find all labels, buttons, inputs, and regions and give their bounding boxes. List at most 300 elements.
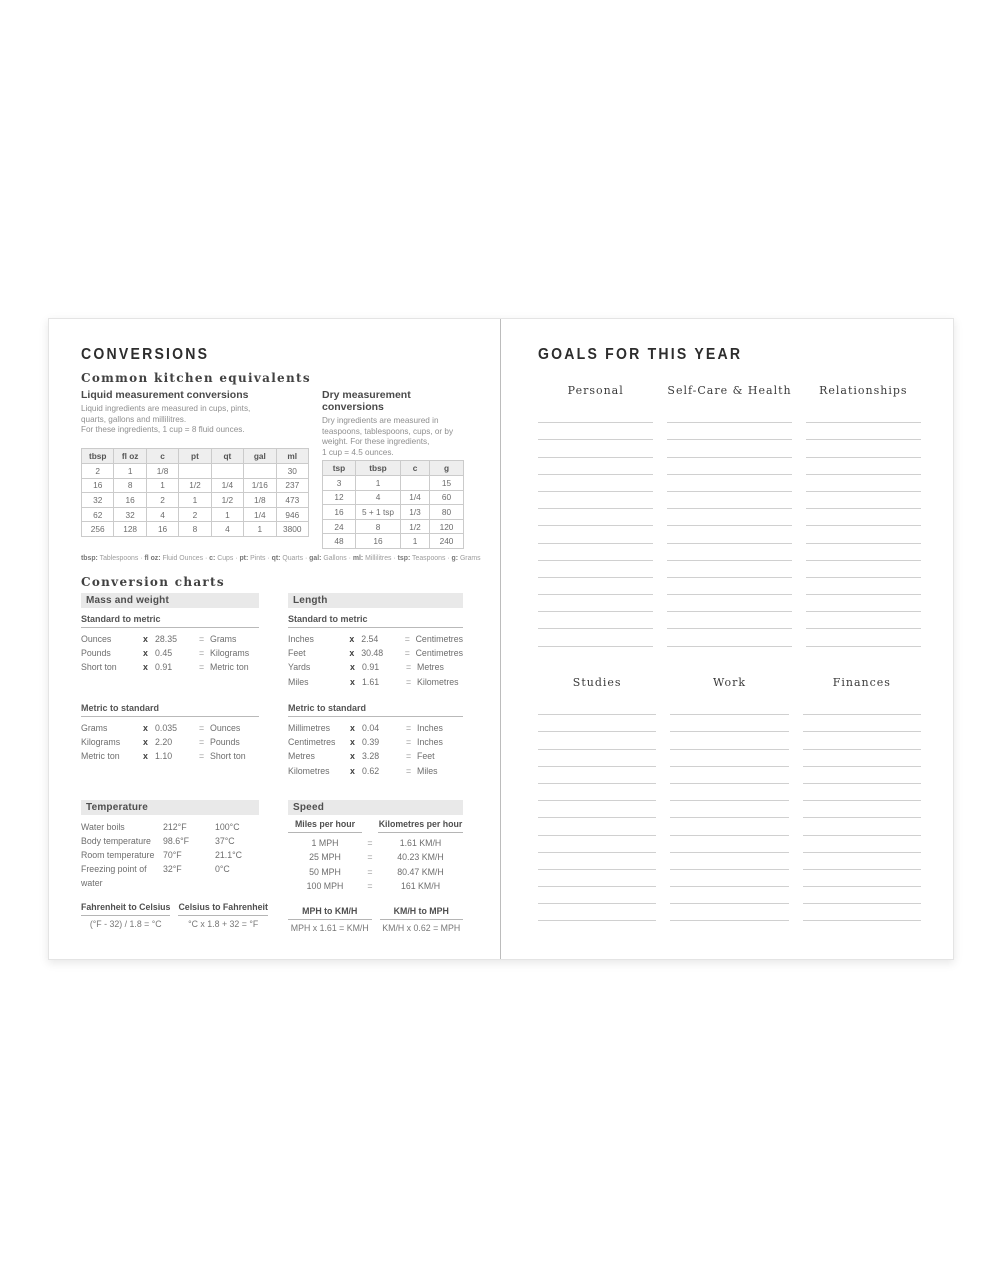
group-label: Standard to metric [288,608,463,628]
table-cell: 15 [430,476,464,491]
dry-conversions-block [322,389,463,549]
unit-from: Pounds [81,648,111,659]
ruled-line [803,698,921,715]
goal-column-header: Finances [832,676,891,689]
conversion-row [81,660,259,674]
conversion-row [81,735,259,749]
table-row [323,534,464,549]
kmh-value: 161 KM/H [400,881,441,892]
unit-to: Feet [417,751,435,762]
table-header-row [323,461,464,476]
ruled-line [538,458,653,475]
ruled-line [667,526,791,543]
table-cell: 8 [114,478,146,493]
conversion-row [81,632,259,646]
group-label: Metric to standard [288,697,463,717]
table-cell: 256 [82,522,114,537]
equals-sign: = [367,838,373,848]
length-metric-to-standard-group [288,697,463,778]
ruled-line [806,612,921,629]
table-header-cell: g [430,461,464,476]
ruled-line [670,801,788,818]
ruled-line [538,715,656,732]
goals-group-top [538,384,921,647]
factor-value: 30.48 [361,648,384,659]
table-cell: 1/4 [244,507,276,522]
goal-column [670,676,788,921]
factor-value: 1.10 [155,751,173,762]
goals-page [501,319,953,959]
table-cell: 946 [276,507,308,522]
table-cell: 5 + 1 tsp [356,505,401,520]
ruled-line [538,492,653,509]
ruled-line [667,423,791,440]
multiply-sign: x [143,751,148,762]
speed-formulas [288,906,463,933]
table-cell: 473 [276,493,308,508]
ruled-line [670,887,788,904]
table-cell: 240 [430,534,464,549]
group-label: Standard to metric [81,608,259,628]
table-row [323,476,464,491]
table-header-cell: qt [211,449,243,464]
unit-from: Centimetres [288,737,336,748]
group-label: Metric to standard [81,697,259,717]
table-cell: 1/4 [211,478,243,493]
conversion-rows [81,721,259,778]
factor-value: 1.61 [362,676,380,687]
ruled-line [538,561,653,578]
ruled-line [806,561,921,578]
footnote-abbr: ml: [352,554,364,562]
unit-to: Inches [417,723,443,733]
footnote-abbr: gal: [309,554,322,562]
ruled-line [667,561,791,578]
unit-to: Grams [210,634,237,644]
unit-to: Miles [417,765,438,776]
mass-weight-section [81,593,259,778]
goal-column-header: Relationships [819,384,908,397]
footnote-item: ml: Millilitres [352,554,392,562]
goal-column-header: Work [712,676,747,689]
factor-value: 3.28 [362,751,380,762]
ruled-line [538,767,656,784]
multiply-sign: x [350,751,355,762]
goal-column-header: Self-Care & Health [667,384,792,397]
mph-to-kmh [288,906,372,933]
goal-column-header: Studies [572,676,622,689]
charts-heading: Conversion charts [81,575,225,589]
equals-sign: = [199,662,205,673]
length-standard-to-metric-group [288,608,463,689]
speed-section [288,800,463,933]
formula-value: °C x 1.8 + 32 = °F [188,919,259,930]
ruled-line [803,870,921,887]
ruled-line [538,732,656,749]
ruled-line [667,629,791,646]
ruled-line [538,784,656,801]
table-cell: 1/3 [401,505,430,520]
table-cell: 16 [356,534,401,549]
conversion-row [81,721,259,735]
equals-sign: = [199,723,205,733]
ruled-line [803,853,921,870]
ruled-line [670,818,788,835]
table-cell: 60 [430,490,464,505]
table-cell: 1 [211,507,243,522]
conversion-row [288,675,463,689]
table-row [323,519,464,534]
unit-from: Feet [288,648,306,659]
goal-column [538,676,656,921]
conversion-row [288,721,463,735]
kitchen-heading: Common kitchen equivalents [81,371,311,385]
formula-label: Fahrenheit to Celsius [81,902,170,916]
formula-label: MPH to KM/H [288,906,372,920]
table-cell [401,476,430,491]
kitchen-columns [81,389,463,549]
footnote-abbr: pt: [239,554,249,562]
ruled-line [538,818,656,835]
table-header-cell: gal [244,449,276,464]
unit-from: Millimetres [288,723,331,733]
footnote-item: pt: Pints [239,554,266,562]
kitchen-equivalents-section [81,371,481,562]
multiply-sign: x [350,723,355,733]
equals-sign: = [406,737,412,748]
multiply-sign: x [350,662,355,673]
equals-sign: = [406,662,412,673]
factor-value: 28.35 [155,634,178,644]
multiply-sign: x [350,676,355,687]
kmh-value: 80.47 KM/H [397,866,444,877]
conversion-row [288,660,463,674]
multiply-sign: x [349,648,355,659]
ruled-line [803,732,921,749]
multiply-sign: x [143,662,148,673]
equals-sign: = [404,648,410,659]
equals-sign: = [406,676,412,687]
multiply-sign: x [143,648,148,659]
equals-sign: = [406,723,412,733]
liquid-table-container [81,448,309,537]
table-row [82,493,309,508]
ruled-line [538,853,656,870]
ruled-line [670,836,788,853]
page-title [538,346,770,364]
table-cell: 1 [401,534,430,549]
unit-from: Inches [288,634,314,644]
ruled-line [670,853,788,870]
goal-column [803,676,921,921]
kmh-to-mph [380,906,464,933]
ruled-line [670,715,788,732]
dry-description [322,416,463,458]
description-line: 1 cup = 4.5 ounces. [322,447,394,457]
ruled-line [667,475,791,492]
table-cell: 1/8 [244,493,276,508]
ruled-line [667,492,791,509]
equals-sign: = [199,648,205,659]
ruled-line [803,784,921,801]
page-title [81,346,227,364]
unit-from: Yards [288,662,311,673]
formula-value: KM/H x 0.62 = MPH [382,922,461,933]
unit-from: Kilometres [288,765,330,776]
conversion-row [81,749,259,763]
table-header-row [82,449,309,464]
mass-weight-header: Mass and weight [81,593,259,608]
unit-from: Metric ton [81,751,120,762]
conversion-rows [288,721,463,778]
description-line: weight. For these ingredients, [322,437,430,446]
speed-header: Speed [288,800,463,815]
table-head [82,449,309,464]
ruled-line [806,475,921,492]
unit-from: Kilograms [81,737,121,748]
ruled-line [538,406,653,423]
table-row [82,507,309,522]
table-cell: 16 [114,493,146,508]
ruled-line [803,767,921,784]
table-header-cell: c [146,449,178,464]
ruled-line [670,698,788,715]
measurement-table [322,460,464,549]
table-cell: 3800 [276,522,308,537]
ruled-line [667,595,791,612]
table-cell: 24 [323,519,356,534]
table-cell: 2 [179,507,211,522]
unit-to: Ounces [210,723,241,733]
conversions-page [49,319,501,959]
temperature-label: Water boils [81,822,125,832]
liquid-description [81,404,309,446]
celsius-value: 0°C [215,864,230,875]
multiply-sign: x [143,723,148,733]
goal-column [667,384,791,647]
mass-standard-to-metric-group [81,608,259,689]
ruled-line [667,578,791,595]
ruled-line [538,544,653,561]
table-cell: 4 [146,507,178,522]
equals-sign: = [199,751,205,762]
table-header-cell: pt [179,449,211,464]
table-cell: 48 [323,534,356,549]
celsius-to-fahrenheit [178,902,267,929]
table-cell: 1/2 [179,478,211,493]
table-cell: 30 [276,464,308,479]
kmh-value: 40.23 KM/H [397,852,444,863]
factor-value: 0.39 [362,737,380,748]
goals-group-bottom [538,676,921,921]
footnote-abbr: c: [209,554,216,562]
equals-sign: = [367,852,373,863]
ruled-line [806,458,921,475]
ruled-line [670,750,788,767]
conversion-row [288,646,463,660]
footnote-abbr: qt: [271,554,281,562]
table-row [82,478,309,493]
table-cell: 8 [179,522,211,537]
temperature-row [81,848,259,862]
ruled-line [670,732,788,749]
ruled-line [538,904,656,921]
footnote-item: qt: Quarts [271,554,304,562]
table-body [82,464,309,537]
footnote-item: tsp: Teaspoons [397,554,446,562]
speed-row [288,850,463,864]
table-header-cell: tbsp [356,461,401,476]
conversion-charts-section [81,575,463,933]
temperature-label: Room temperature [81,850,155,861]
table-cell: 62 [82,507,114,522]
table-header-cell: tbsp [82,449,114,464]
table-cell: 1/4 [401,490,430,505]
mph-column-header: Miles per hour [288,819,362,833]
table-cell: 32 [114,507,146,522]
ruled-line [803,836,921,853]
liquid-heading: Liquid measurement conversions [81,389,249,401]
description-line: Liquid ingredients are measured in cups, pints, [81,404,251,413]
table-cell: 1/16 [244,478,276,493]
length-header: Length [288,593,463,608]
ruled-line [806,595,921,612]
fahrenheit-value: 212°F [163,822,187,832]
description-line: Dry ingredients are measured in [322,416,439,425]
ruled-line [806,526,921,543]
ruled-line [670,784,788,801]
ruled-line [538,475,653,492]
table-cell: 1 [146,478,178,493]
ruled-line [538,440,653,457]
page-title-text: CONVERSIONS [81,346,210,363]
ruled-line [670,767,788,784]
table-cell: 16 [146,522,178,537]
table-cell: 1 [179,493,211,508]
equals-sign: = [367,881,373,892]
table-cell [244,464,276,479]
ruled-line [667,544,791,561]
ruled-line [667,612,791,629]
measurement-table [81,448,309,537]
conversion-rows [288,632,463,689]
ruled-line [538,526,653,543]
ruled-line [806,578,921,595]
footnote-abbr: fl oz: [144,554,161,562]
formula-label: Celsius to Fahrenheit [178,902,267,916]
mph-value: 25 MPH [309,852,341,863]
celsius-value: 37°C [215,836,235,847]
temperature-row [81,862,259,890]
table-cell: 4 [211,522,243,537]
formula-value: (°F - 32) / 1.8 = °C [89,919,162,930]
ruled-line [803,887,921,904]
factor-value: 2.20 [155,737,173,748]
fahrenheit-value: 70°F [163,850,182,861]
ruled-line [538,595,653,612]
ruled-line [806,423,921,440]
kmh-column-header: Kilometres per hour [378,819,463,833]
conversion-row [288,764,463,778]
celsius-value: 100°C [215,822,240,832]
speed-row [288,836,463,850]
length-section [288,593,463,778]
ruled-line [667,406,791,423]
table-cell [179,464,211,479]
temperature-formulas [81,902,268,930]
temperature-rows [81,820,259,890]
table-head [323,461,464,476]
footnote-item: tbsp: Tablespoons [81,554,139,562]
factor-value: 0.91 [362,662,380,673]
unit-to: Metres [417,662,444,673]
conversion-row [288,632,463,646]
unit-from: Metres [288,751,315,762]
ruled-line [803,750,921,767]
equals-sign: = [404,634,410,644]
unit-to: Metric ton [210,662,249,673]
table-cell: 2 [146,493,178,508]
planner-spread [48,318,954,960]
unit-from: Ounces [81,634,112,644]
footnote-abbr: tsp: [397,554,411,562]
page-title-text: GOALS FOR THIS YEAR [538,346,743,363]
unit-from: Grams [81,723,108,733]
table-cell: 1/8 [146,464,178,479]
ruled-line [538,750,656,767]
multiply-sign: x [143,737,148,748]
fahrenheit-value: 32°F [163,864,182,875]
ruled-line [670,870,788,887]
multiply-sign: x [349,634,355,644]
fahrenheit-to-celsius [81,902,170,929]
table-cell: 1/2 [401,519,430,534]
unit-from: Miles [288,676,309,687]
ruled-line [670,904,788,921]
ruled-line [538,423,653,440]
description-line: quarts, gallons and millilitres. [81,414,187,424]
unit-to: Pounds [210,737,240,748]
temperature-row [81,834,259,848]
table-row [82,522,309,537]
abbreviation-footnote: tbsp: Tablespoons · fl oz: Fluid Ounces · c: Cups · pt: Pints · qt: Quarts · gal: Gallons · ml: Millilitres · tsp: Teaspoons · g: Grams [81,554,481,562]
table-cell: 8 [356,519,401,534]
ruled-line [538,870,656,887]
ruled-line [538,509,653,526]
ruled-line [803,818,921,835]
footnote-abbr: tbsp: [81,554,98,562]
ruled-line [538,698,656,715]
speed-row [288,865,463,879]
unit-to: Kilograms [210,648,250,659]
ruled-line [538,801,656,818]
table-cell: 3 [323,476,356,491]
ruled-line [667,509,791,526]
ruled-line [803,715,921,732]
table-header-cell: c [401,461,430,476]
temperature-row [81,820,259,834]
table-cell: 1/2 [211,493,243,508]
multiply-sign: x [143,634,148,644]
table-cell [211,464,243,479]
table-body [323,476,464,549]
temperature-label: Freezing point of water [81,864,147,889]
kmh-value: 1.61 KM/H [399,838,442,848]
footnote-item: gal: Gallons [309,554,347,562]
ruled-line [806,492,921,509]
multiply-sign: x [350,737,355,748]
ruled-line [538,578,653,595]
